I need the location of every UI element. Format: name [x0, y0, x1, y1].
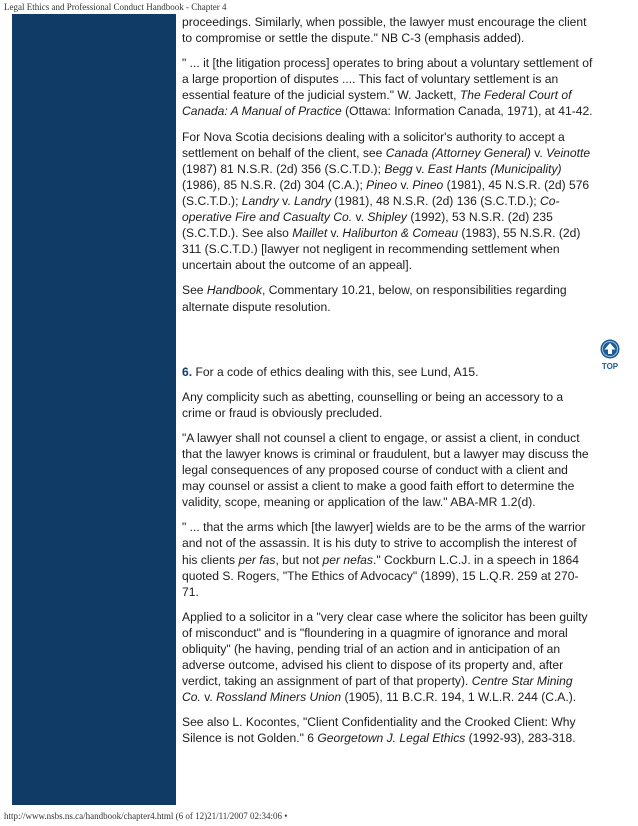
- paragraph: [182, 129, 594, 274]
- page-footer: http://www.nsbs.ns.ca/handbook/chapter4.html (6 of 12)21/11/2007 02:34:06 •: [4, 811, 288, 821]
- text-run: v.: [278, 193, 295, 208]
- paragraph: [182, 519, 594, 599]
- italic-citation: per fas: [238, 552, 276, 567]
- text-run: v.: [200, 690, 217, 705]
- italic-citation: Begg: [384, 161, 413, 176]
- section-gap: [182, 324, 594, 364]
- text-run: v.: [352, 210, 368, 225]
- italic-citation: Georgetown J. Legal Ethics: [317, 731, 466, 746]
- italic-citation: Shipley: [367, 210, 407, 225]
- text-run: v.: [530, 145, 547, 160]
- text-run: (1905), 11 B.C.R. 194, 1 W.L.R. 244 (C.A.).: [341, 690, 577, 705]
- text-run: (1987) 81 N.S.R. (2d) 356 (S.C.T.D.);: [182, 161, 385, 176]
- text-run: Any complicity such as abetting, counselling or being an accessory to a crime or fraud is obviously precluded.: [182, 389, 564, 420]
- paragraph: [182, 364, 594, 380]
- italic-citation: The Federal Court of Canada: A Manual of Practice: [182, 88, 572, 119]
- italic-citation: Pineo: [412, 177, 444, 192]
- italic-citation: Canada (Attorney General): [385, 145, 531, 160]
- text-run: (1983), 55 N.S.R. (2d) 311 (S.C.T.D.) [lawyer not negligent in recommending settlement when uncertain about the outcome of an appeal].: [182, 226, 581, 273]
- italic-citation: Landry: [294, 193, 331, 208]
- italic-citation: Maillet: [292, 226, 328, 241]
- back-to-top-button[interactable]: [597, 338, 623, 372]
- paragraph: [182, 14, 594, 46]
- text-run: v.: [397, 177, 413, 192]
- paragraph: [182, 430, 594, 510]
- italic-citation: Co-operative Fire and Casualty Co.: [182, 193, 560, 225]
- italic-citation: Haliburton & Comeau: [342, 226, 459, 241]
- text-run: (1992-93), 283-318.: [465, 731, 576, 746]
- text-run: Applied to a solicitor in a "very clear case where the solicitor has been guilty of misconduct" and is "floundering in a quagmire of ignorance and moral obliquity" (he having, pending trial of an action and in anticipation of an adverse outcome, advised his client to dispose of its property and, after verdict, taking an assignment of part of that property).: [182, 609, 588, 689]
- text-run: v.: [412, 161, 428, 176]
- text-run: , Commentary 10.21, below, on responsibilities regarding alternate dispute resolution.: [182, 283, 567, 314]
- italic-citation: Handbook: [206, 283, 263, 298]
- text-run: , but not: [275, 552, 323, 567]
- text-run: See also L. Kocontes, "Client Confidentiality and the Crooked Client: Why Silence is not Golden." 6: [182, 715, 576, 746]
- italic-citation: Pineo: [366, 177, 398, 192]
- italic-citation: Veinotte: [546, 145, 591, 160]
- italic-citation: per nefas: [322, 552, 373, 567]
- text-run: " ... that the arms which [the lawyer] wields are to be the arms of the warrior and not of the assassin. It is his duty to strive to accomplish the interest of his clients: [182, 520, 586, 567]
- text-run: (1986), 85 N.S.R. (2d) 304 (C.A.);: [182, 177, 367, 192]
- text-run: (Ottawa: Information Canada, 1971), at 41-42.: [341, 104, 593, 119]
- footnote-number: 6.: [182, 364, 193, 379]
- text-run: (1992), 53 N.S.R. (2d) 235 (S.C.T.D.). See also: [182, 210, 553, 241]
- text-run: See: [182, 283, 207, 298]
- italic-citation: Centre Star Mining Co.: [182, 674, 573, 705]
- text-run: "A lawyer shall not counsel a client to engage, or assist a client, in conduct that the lawyer knows is criminal or fraudulent, but a lawyer may discuss the legal consequences of any proposed course of conduct with a client and may counsel or assist a client to make a good faith effort to determine the validity, scope, meaning or application of the law." ABA-MR 1.2(d).: [182, 430, 589, 510]
- text-run: " ... it [the litigation process] operates to bring about a voluntary settlement of a large proportion of disputes .... This fact of voluntary settlement is an essential feature of the judicial system." W. Jackett,: [182, 56, 593, 103]
- sidebar-panel: [12, 14, 176, 805]
- text-run: For a code of ethics dealing with this, see Lund, A15.: [192, 364, 479, 379]
- text-run: v.: [327, 226, 343, 241]
- document-body: [182, 14, 594, 756]
- page-header: Legal Ethics and Professional Conduct Handbook - Chapter 4: [4, 2, 227, 12]
- paragraph: [182, 714, 594, 746]
- text-run: ." Cockburn L.C.J. in a speech in 1864 quoted S. Rogers, "The Ethics of Advocacy" (1899), 15 L.Q.R. 259 at 270-71.: [182, 552, 579, 599]
- top-arrow-icon: [597, 338, 623, 372]
- top-button-label: TOP: [601, 362, 619, 371]
- text-run: (1981), 48 N.S.R. (2d) 136 (S.C.T.D.);: [331, 193, 541, 208]
- italic-citation: Landry: [241, 193, 279, 208]
- text-run: proceedings. Similarly, when possible, the lawyer must encourage the client to compromise or settle the dispute." NB C-3 (emphasis added).: [182, 15, 587, 46]
- text-run: For Nova Scotia decisions dealing with a solicitor's authority to accept a settlement on behalf of the client, see: [182, 129, 565, 160]
- paragraph: [182, 55, 594, 119]
- text-run: (1981), 45 N.S.R. (2d) 576 (S.C.T.D.);: [182, 177, 590, 208]
- italic-citation: East Hants (Municipality): [427, 161, 562, 176]
- paragraph: [182, 609, 594, 706]
- italic-citation: Rossland Miners Union: [216, 690, 342, 705]
- paragraph: [182, 282, 594, 314]
- paragraph: [182, 389, 594, 421]
